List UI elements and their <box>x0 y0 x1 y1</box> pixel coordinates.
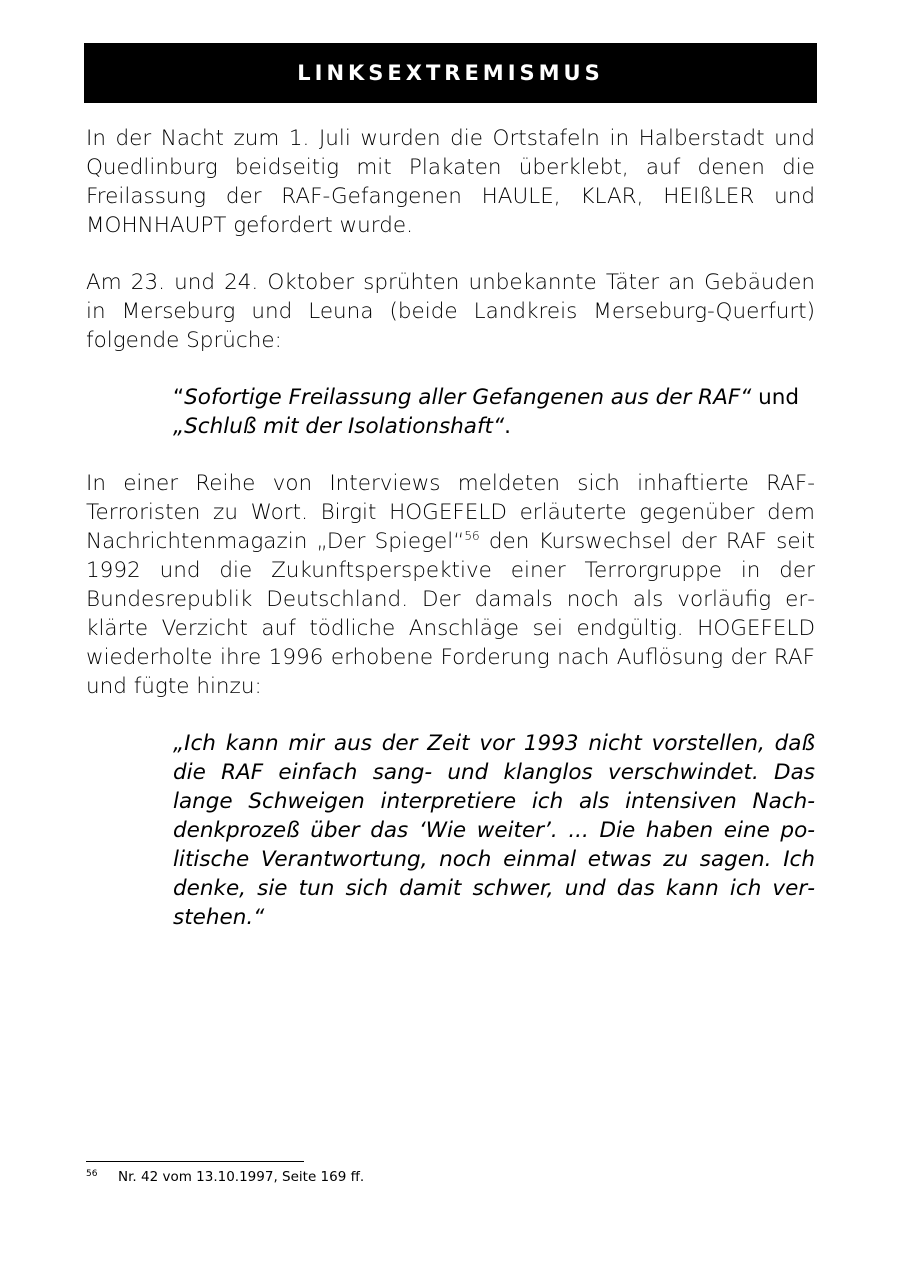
section-title: LINKSEXTREMISMUS <box>297 61 604 85</box>
footnote <box>86 1168 364 1186</box>
paragraph-oktober: Am 23. und 24. Oktober sprühten unbekannte Täter an Gebäuden in Merseburg und Leuna (beide Landkreis Merseburg-Querfurt) folgende Sprüche: <box>86 270 815 353</box>
quote-conjunction: und <box>751 385 800 410</box>
quote-slogan-1: Sofortige Freilassung aller Gefangenen aus der RAF“ <box>184 385 752 410</box>
section-header <box>84 43 817 103</box>
paragraph-interviews-part2: den Kurswechsel der RAF seit 1992 und die Zukunftsperspektive einer Terrorgruppe in der Bundesrepublik Deutschland. Der damals noch als vorläufig erklärte Verzicht auf tödliche Anschläge sei endgültig. HOGEFELD wiederholte ihre 1996 erhobene Forderung nach Auflösung der RAF und fügte hinzu: <box>86 529 816 699</box>
quote-open-mark: “ <box>173 385 185 410</box>
paragraph-interviews-part1: In einer Reihe von Interviews meldeten sich inhaftierte RAF-Terroristen zu Wort. Birgit HOGEFELD erläuterte gegenüber dem Nachrichtenmagazin „Der Spiegel“ <box>86 471 815 554</box>
quote-slogan-2: „Schluß mit der Isolationshaft“ <box>173 414 505 439</box>
footnote-text: Nr. 42 vom 13.10.1997, Seite 169 ff. <box>118 1169 365 1185</box>
paragraph-ortstafeln: In der Nacht zum 1. Juli wurden die Ortstafeln in Halberstadt und Quedlinburg beidseitig mit Plakaten überklebt, auf denen die Freilassung der RAF-Gefangenen HAULE, KLAR, HEIßLER und MOHNHAUPT gefordert wurde. <box>86 126 815 238</box>
document-body <box>86 124 815 960</box>
footnote-reference[interactable]: 56 <box>464 528 480 543</box>
footnote-number: 56 <box>86 1169 98 1179</box>
paragraph-interviews <box>86 469 815 701</box>
quote-slogans <box>173 383 815 441</box>
footnote-divider <box>86 1161 304 1162</box>
quote-end-period: . <box>504 414 511 439</box>
quote-hogefeld: „Ich kann mir aus der Zeit vor 1993 nicht vorstellen, daß die RAF einfach sang- und klanglos verschwindet. Das lange Schweigen interpretiere ich als intensiven Nachdenkprozeß über das ‘Wie weiter’. ... Die haben eine politische Verantwortung, noch einmal etwas zu sagen. Ich denke, sie tun sich damit schwer, und das kann ich verstehen.“ <box>173 731 815 930</box>
